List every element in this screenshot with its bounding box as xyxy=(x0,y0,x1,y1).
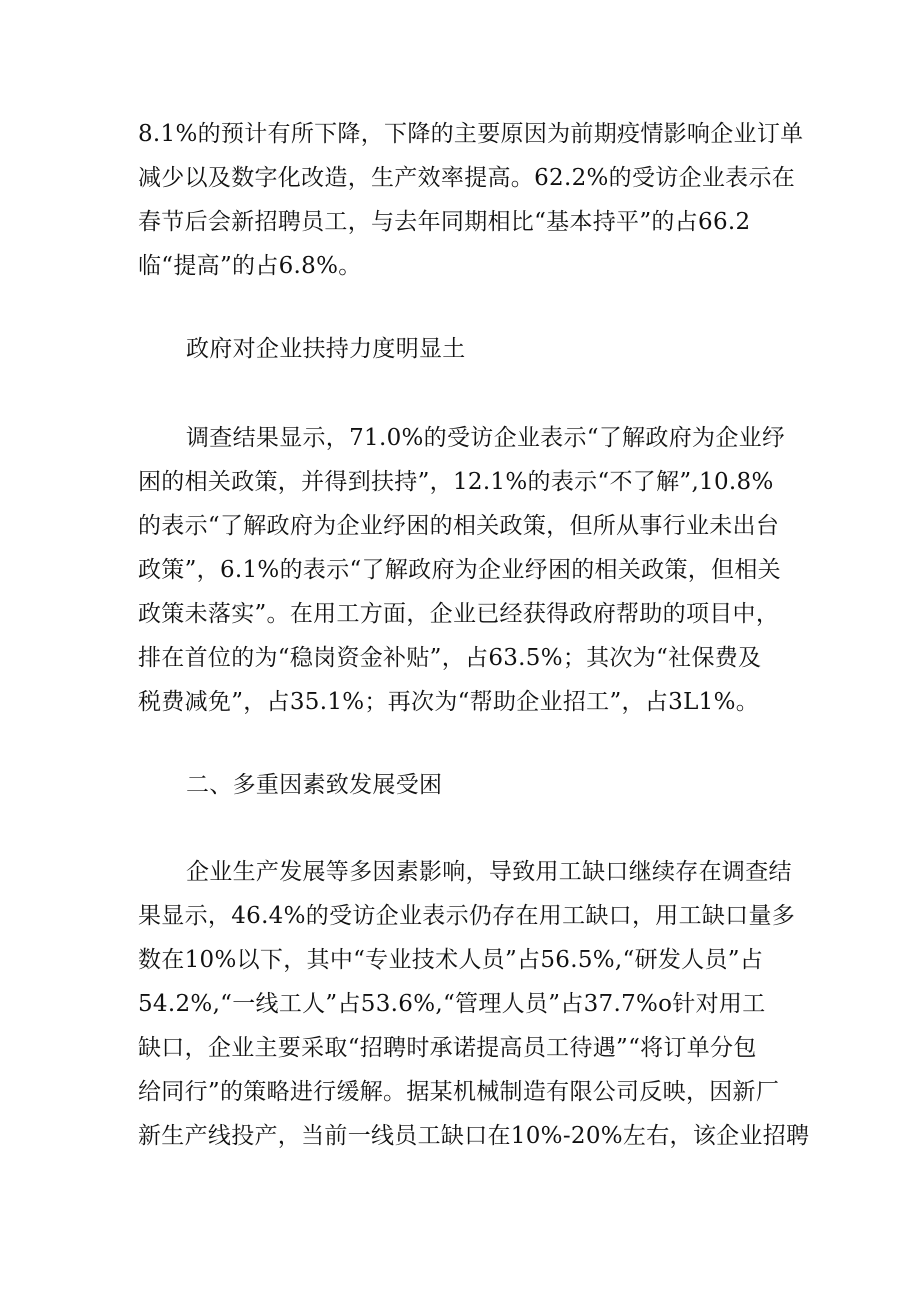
text-line: 政策未落实”。在用工方面，企业已经获得政府帮助的项目中， xyxy=(138,601,780,627)
paragraph-employment-trend xyxy=(138,112,804,288)
text-line: 新生产线投产，当前一线员工缺口在10%-20%左右，该企业招聘 xyxy=(138,1123,810,1149)
text-line: 排在首位的为“稳岗资金补贴”，占63.5%；其次为“社保费及 xyxy=(138,645,762,671)
text-line: 春节后会新招聘员工，与去年同期相比“基本持平”的占66.2 xyxy=(138,209,751,235)
text-line: 54.2%,“一线工人”占53.6%,“管理人员”占37.7%o针对用工 xyxy=(138,991,766,1017)
text-line: 的表示“了解政府为企业纾困的相关政策，但所从事行业未出台 xyxy=(138,513,780,539)
paragraph-policy-survey xyxy=(138,416,788,724)
text-line: 缺口，企业主要采取“招聘时承诺提高员工待遇”“将订单分包 xyxy=(138,1035,757,1061)
text-line: 税费减免”，占35.1%；再次为“帮助企业招工”，占3L1%。 xyxy=(138,689,760,715)
section-heading-government-support: 政府对企业扶持力度明显土 xyxy=(186,336,466,362)
text-line: 企业生产发展等多因素影响，导致用工缺口继续存在调查结 xyxy=(186,859,792,885)
text-line: 政策”，6.1%的表示“了解政府为企业纾困的相关政策，但相关 xyxy=(138,557,781,583)
text-line: 8.1%的预计有所下降，下降的主要原因为前期疫情影响企业订单 xyxy=(138,121,804,147)
text-line: 调查结果显示，71.0%的受访企业表示“了解政府为企业纾 xyxy=(186,425,786,451)
text-line: 困的相关政策，并得到扶持”，12.1%的表示“不了解”,10.8% xyxy=(138,469,774,495)
text-line: 给同行”的策略进行缓解。据某机械制造有限公司反映，因新厂 xyxy=(138,1079,780,1105)
paragraph-labor-shortage xyxy=(138,850,810,1158)
text-line: 数在10%以下，其中“专业技术人员”占56.5%,“研发人员”占 xyxy=(138,947,764,973)
text-line: 减少以及数字化改造，生产效率提高。62.2%的受访企业表示在 xyxy=(138,165,796,191)
text-line: 临“提高”的占6.8%。 xyxy=(138,253,362,279)
text-line: 果显示，46.4%的受访企业表示仍存在用工缺口，用工缺口量多 xyxy=(138,903,796,929)
section-heading-development-difficulties: 二、多重因素致发展受困 xyxy=(186,772,443,798)
